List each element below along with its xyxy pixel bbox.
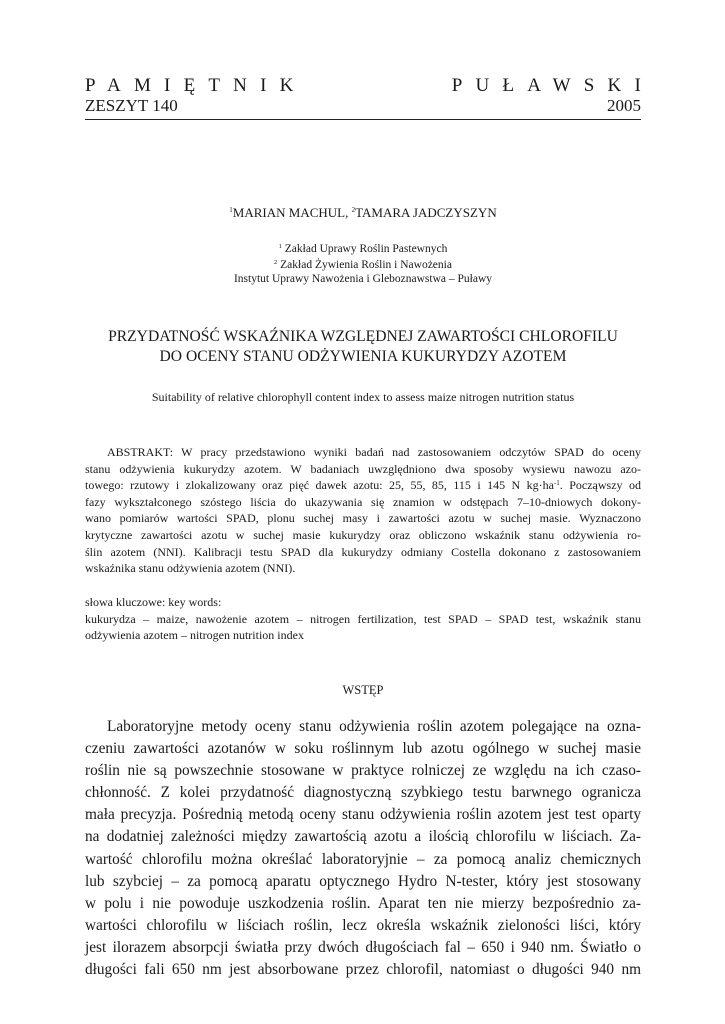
institute: Instytut Uprawy Nawożenia i Gleboznawstwa – Puławy [233, 273, 493, 285]
abstract-line: ABSTRAKT: W pracy przedstawiono wyniki badań nad zastosowaniem odczytów SPAD do oceny [107, 445, 641, 459]
english-title: Suitability of relative chlorophyll content index to assess maize nitrogen nutrition status [151, 390, 575, 404]
author1: MARIAN MACHUL, [232, 205, 352, 220]
body-line: wartość chlorofilu można określać laboratoryjnie – za pomocą analiz chemicznych [85, 850, 641, 868]
author1-affil-num: 1 [229, 206, 233, 214]
journal-name [85, 75, 654, 97]
abstract-line-tail: . Począwszy od [559, 478, 641, 493]
keywords-line: kukurydza – maize, nawożenie azotem – nitrogen fertilization, test SPAD – SPAD test, wskaźnik stanu [85, 611, 641, 626]
header-rule [85, 119, 641, 120]
affil1-text: Zakład Uprawy Roślin Pastewnych [281, 243, 448, 255]
affil1-num: 1 [278, 243, 282, 250]
authors [85, 202, 641, 221]
abstract-line: wano pomiarów wartości SPAD, plonu suchej masy i zawartości azotu w suchej masie. Wyznaczono [85, 511, 641, 526]
body-line: na dodatniej zależności między zawartością azotu a ilością chlorofilu w liściach. Za- [85, 828, 641, 846]
journal-name-right: PUŁAWSKI [451, 75, 654, 96]
body-line: lub szybciej – za pomocą aparatu optycznego Hydro N-tester, który jest stosowany [85, 872, 641, 890]
body-line: mała precyzja. Pośrednią metodą oceny stanu odżywienia roślin azotem jest test oparty [85, 806, 641, 824]
unit-exponent: -1 [553, 479, 560, 488]
keywords-label: słowa kluczowe: key words: [85, 595, 222, 609]
issue-year: 2005 [607, 96, 641, 115]
body-text [85, 716, 641, 981]
abstract [85, 444, 641, 577]
issue-row [85, 96, 641, 116]
affil2-num: 2 [274, 259, 278, 266]
body-line: czeniu zawartości azotanów w soku roślinnym lub azotu ogólnego w suchej masie [85, 740, 641, 758]
abstract-line: wskaźnika stanu odżywienia azotem (NNI). [85, 561, 296, 576]
body-line: wartości chlorofilu w liściach roślin, lecz określa wskaźnik zieloności liści, który [85, 916, 641, 934]
affil2-text: Zakład Żywienia Roślin i Nawożenia [277, 259, 452, 271]
author2: TAMARA JADCZYSZYN [355, 205, 497, 220]
issue-number: ZESZYT 140 [85, 96, 178, 115]
body-line: roślin nie są powszechnie stosowane w praktyce rolniczej ze względu na ich czaso- [85, 762, 641, 780]
body-line: jest ilorazem absorpcji światła przy dwóch długościach fal – 650 i 940 nm. Światło o [85, 938, 641, 956]
section-heading: WSTĘP [342, 683, 384, 697]
body-line: chłonność. Z kolei przydatność diagnostyczną szybkiego testu barwnego ogranicza [85, 784, 641, 802]
abstract-line [85, 477, 641, 494]
body-line: Laboratoryjne metody oceny stanu odżywienia roślin azotem polegające na ozna- [107, 718, 641, 735]
abstract-line: krytyczne zawartości azotu w suchej masie kukurydzy oraz obliczono wskaźnik stanu odżywienia ro- [85, 527, 641, 542]
abstract-line: stanu odżywienia kukurydzy azotem. W badaniach uwzględniono dwa sposoby wysiewu nawozu azo- [85, 461, 641, 476]
paper-title-line: DO OCENY STANU ODŻYWIENIA KUKURYDZY AZOTEM [159, 348, 567, 365]
keywords [85, 594, 641, 644]
body-line: w polu i nie powoduje uszkodzenia roślin. Aparat ten nie mierzy bezpośrednio za- [85, 894, 641, 912]
paper-title [85, 327, 641, 367]
body-line: długości fali 650 nm jest absorbowane przez chlorofil, natomiast o długości 940 nm [85, 961, 641, 979]
abstract-line: ślin azotem (NNI). Kalibracji testu SPAD dla kukurydzy odmiany Costella dokonano z zastosowaniem [85, 544, 641, 559]
abstract-line: fazy wykształconego szóstego liścia do ukazywania się znamion w odstępach 7–10-dniowych dokony- [85, 494, 641, 509]
author2-affil-num: 2 [351, 206, 356, 214]
paper-title-line: PRZYDATNOŚĆ WSKAŹNIKA WZGLĘDNEJ ZAWARTOŚCI CHLOROFILU [108, 328, 618, 345]
abstract-line-text: towego: rzutowy i zlokalizowany oraz pięć dawek azotu: 25, 55, 85, 115 i 145 N kg·ha [85, 478, 554, 493]
journal-name-left: PAMIĘTNIK [85, 75, 307, 96]
keywords-line: odżywienia azotem – nitrogen nutrition index [85, 628, 304, 643]
